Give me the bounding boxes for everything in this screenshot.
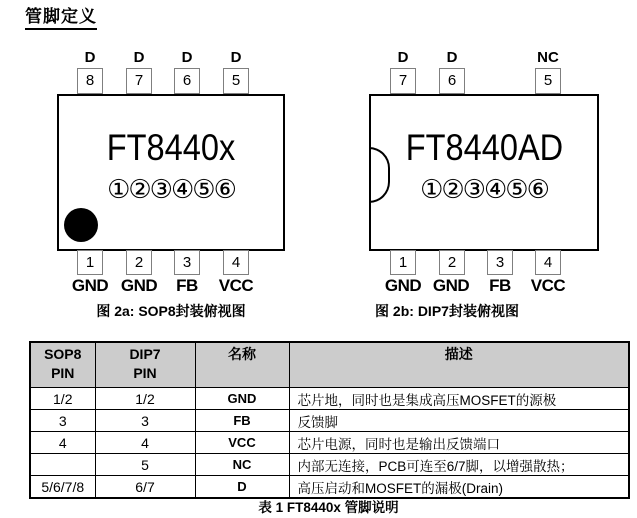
header-name: 名称 [195, 342, 289, 388]
sop8-pin1-marker-dot [64, 208, 98, 242]
cell-pin-name: VCC [195, 432, 289, 454]
cell-dip7-pin: 3 [95, 410, 195, 432]
cell-pin-desc: 高压启动和MOSFET的漏极(Drain) [289, 476, 629, 499]
cell-sop8-pin: 1/2 [30, 388, 95, 410]
sop8-top-pin7-label: D [133, 49, 145, 66]
dip7-pin3-name: FB [489, 276, 511, 295]
cell-pin-name: D [195, 476, 289, 499]
figure-2b-caption: 图 2b: DIP7封装俯视图 [375, 303, 519, 319]
cell-pin-desc: 反馈脚 [289, 410, 629, 432]
cell-dip7-pin: 6/7 [95, 476, 195, 499]
dip7-pin1-box: 1 [390, 250, 416, 275]
cell-sop8-pin: 5/6/7/8 [30, 476, 95, 499]
dip7-internal-pin-numbers: ①②③④⑤⑥ [420, 175, 548, 205]
page-title: 管脚定义 [25, 2, 97, 30]
dip7-top-pin7-label: D [397, 49, 409, 66]
dip7-pin3-box: 3 [487, 250, 513, 275]
sop8-chip-name: FT8440x [106, 127, 236, 168]
sop8-internal-pin-numbers: ①②③④⑤⑥ [107, 175, 235, 205]
cell-pin-name: NC [195, 454, 289, 476]
sop8-pin3-box: 3 [174, 250, 200, 275]
table-row [30, 454, 629, 476]
cell-pin-desc: 芯片地，同时也是集成高压MOSFET的源极 [289, 388, 629, 410]
cell-dip7-pin: 1/2 [95, 388, 195, 410]
cell-pin-name: FB [195, 410, 289, 432]
table-header-row [30, 342, 629, 388]
sop8-pin3-name: FB [176, 276, 198, 295]
header-dip7-pin: DIP7 PIN [95, 342, 195, 388]
cell-sop8-pin: 4 [30, 432, 95, 454]
dip7-pin1-name: GND [384, 276, 422, 295]
table-1-caption: 表 1 FT8440x 管脚说明 [258, 500, 399, 515]
sop8-pin4-name: VCC [218, 276, 254, 295]
sop8-pin2-box: 2 [126, 250, 152, 275]
dip7-pin4-name: VCC [530, 276, 566, 295]
sop8-pin4-box: 4 [223, 250, 249, 275]
dip7-chip-name: FT8440AD [405, 127, 563, 168]
dip7-pin2-box: 2 [439, 250, 465, 275]
table-row [30, 432, 629, 454]
header-description: 描述 [289, 342, 629, 388]
table-row [30, 476, 629, 499]
figure-2a-caption: 图 2a: SOP8封装俯视图 [96, 303, 246, 319]
sop8-pin1-box: 1 [77, 250, 103, 275]
dip7-pin6-box: 6 [439, 68, 465, 94]
sop8-pin1-name: GND [71, 276, 109, 295]
sop8-pin2-name: GND [120, 276, 158, 295]
dip7-top-pin5-label: NC [537, 49, 559, 66]
cell-sop8-pin: 3 [30, 410, 95, 432]
sop8-top-pin5-label: D [230, 49, 242, 66]
dip7-top-pin6-label: D [446, 49, 458, 66]
sop8-pin6-box: 6 [174, 68, 200, 94]
pin-description-table [29, 341, 630, 499]
cell-dip7-pin: 4 [95, 432, 195, 454]
cell-dip7-pin: 5 [95, 454, 195, 476]
table-row [30, 410, 629, 432]
sop8-pin8-box: 8 [77, 68, 103, 94]
cell-pin-desc: 芯片电源，同时也是输出反馈端口 [289, 432, 629, 454]
dip7-pin2-name: GND [432, 276, 470, 295]
cell-pin-name: GND [195, 388, 289, 410]
sop8-pin5-box: 5 [223, 68, 249, 94]
sop8-top-pin6-label: D [181, 49, 193, 66]
sop8-pin7-box: 7 [126, 68, 152, 94]
table-row [30, 388, 629, 410]
cell-pin-desc: 内部无连接，PCB可连至6/7脚，以增强散热； [289, 454, 629, 476]
dip7-package-body [369, 94, 599, 251]
cell-sop8-pin [30, 454, 95, 476]
dip7-pin5-box: 5 [535, 68, 561, 94]
header-sop8-pin: SOP8 PIN [30, 342, 95, 388]
dip7-pin7-box: 7 [390, 68, 416, 94]
sop8-top-pin8-label: D [84, 49, 96, 66]
dip7-pin4-box: 4 [535, 250, 561, 275]
